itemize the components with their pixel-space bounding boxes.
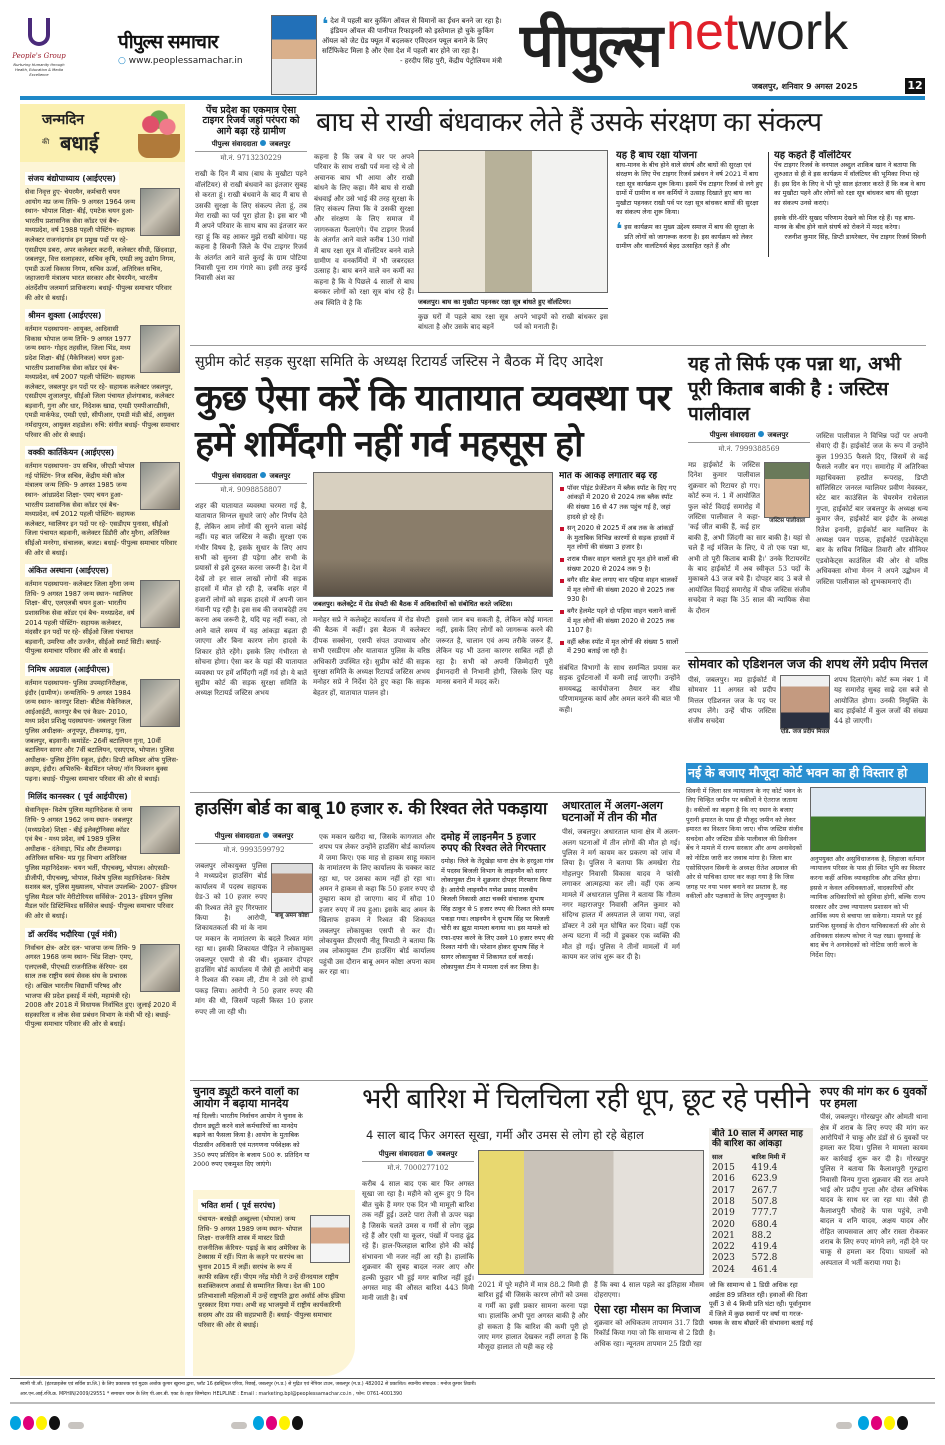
masthead	[520, 2, 928, 80]
minister-photo	[271, 15, 317, 95]
paliwal-headline: यह तो सिर्फ एक पन्ना था, अभी पूरी किताब बाकी है : जस्टिस पालीवाल	[688, 353, 901, 425]
table-row	[712, 1231, 810, 1242]
bhavita-birthday-box	[193, 1190, 355, 1376]
article-body: 2021 में पूरे महीने में मात्र 88.2 मिमी ही बारिश हुई थी जिसके कारण लोगों को उमस व गर्मी का इसी प्रकार सामना करना पड़ा था। हालांकि अभी पूरा अगस्त बाकी है और हो सकता है कि बारिश की कमी पूरी हो जाए मगर हालात देखकर नहीं लगता है कि मौजूदा हालात तो यही कह रहे	[478, 1281, 588, 1352]
mittal-headline: सोमवार को एडिशनल जज की शपथ लेंगे प्रदीप मित्तल	[688, 656, 928, 671]
rainfall-cell: 777.7	[751, 1208, 778, 1219]
birthday-column	[20, 104, 185, 1376]
person-details: वर्तमान पदस्थापना- कलेक्टर जिला मुरैना जन्म तिथि- 9 अगस्त 1987 जन्म स्थान- ग्वालियर शिक्षा- बीए, एलएलबी चयन हुआ- भारतीय प्रशासनिक सेवा कॉडर एवं बैच- मध्यप्रदेश, वर्ष 2014 पहली पोस्टिंग- सहायक कलेक्टर, मंदसौर इन पदों पर रहे- सीईओ जिला पंचायत बड़वानी, उमरिया और उज्जैन, सीईओ स्मार्ट सिटी। बधाई- पीपुल्स समाचार परिवार की ओर से बधाई।	[25, 580, 162, 656]
yellow-dot	[36, 1416, 47, 1430]
year-cell: 2019	[712, 1208, 735, 1219]
dot-icon	[263, 832, 269, 838]
rain-headline: भरी बारिश में चिलचिला रही धूप, छूट रहे पसीने	[362, 1082, 810, 1115]
grey-pill	[231, 1422, 247, 1429]
birthday-person	[25, 166, 180, 303]
person-photo	[140, 806, 180, 854]
peoples-samachar-brand	[118, 28, 268, 66]
magenta-dot	[23, 1416, 34, 1430]
article-body: पीसं, जबलपुर। अधारताल थाना क्षेत्र में अलग-अलग घटनाओं में तीन लोगों की मौत हो गई। पुलिस ने मर्ग कायम कर प्रकरण को जांच में लिया है। पुलिस ने बताया कि अमखेरा रोड गोहलपुर निवासी विकास यादव ने फांसी लगाकर आत्महत्या कर ली। वहीं एक अन्य मामले में अधारताल पुलिस ने बताया कि गौतम नगर महाराजपुर निवासी अनिल कुमार को संदिग्ध हालत में अस्पताल ले जाया गया, जहां डॉक्टर ने उसे मृत घोषित कर दिया। वहीं एक अन्य घटना में नदी में डूबकर एक व्यक्ति की मौत हो गई। पुलिस ने तीनों मामलों में मर्ग कायम कर जांच शुरू कर दी है।	[562, 828, 680, 962]
year-cell: 2024	[712, 1264, 735, 1275]
tiger-scheme-column	[616, 150, 764, 342]
rainfall-cell: 623.9	[751, 1174, 778, 1185]
year-cell: 2022	[712, 1242, 735, 1253]
rainfall-cell: 419.4	[751, 1242, 778, 1253]
logo-icon	[28, 18, 50, 46]
box-title: यह है बाघ रक्षा योजना	[616, 150, 697, 161]
person-photo	[140, 580, 180, 628]
pradeep-mittal-photo	[780, 675, 830, 729]
paper-name: पीपुल्स समाचार	[118, 31, 218, 53]
quote-icon: ❛	[322, 14, 329, 35]
table-row	[712, 1186, 810, 1197]
table-row	[712, 1265, 810, 1276]
tiger-quote-cont	[774, 214, 926, 242]
footer-contact: आर.एन.आई.रजि.क्र. MPHIN/2009/29551 * समाचार चयन के लिए पी.आर.बी. एक्ट के तहत जिम्मेदार। HELPLINE : Email : marketing.bpl@peoplessamachar.co.in , फोन: 0761-4001390	[20, 1392, 403, 1397]
photo-caption: जस्टिस पालीवाल	[769, 518, 805, 524]
person-details: वर्तमान पदस्थापना- उप सचिव, जीएडी भोपाल नई पोस्टिंग- निज सचिव, केंद्रीय मंत्री कोल मंत्रालय जन्म तिथि- 9 अगस्त 1985 जन्म स्थान- आंध्रप्रदेश शिक्षा- एमए चयन हुआ- भारतीय प्रशासनिक सेवा कॉडर एवं बैच- मध्यप्रदेश, वर्ष 2012 पहली पोस्टिंग- सहायक कलेक्टर, ग्वालियर इन पदों पर रहे- एसडीएम पुनासा, सीईओ जिला पंचायत बड़वानी, कलेक्टर डिंडौरी और मुरैना, अतिरिक्त सीईओ मनरेगा, संचालक, बजट। बधाई- पीपुल्स समाचार परिवार की ओर से बधाई।	[25, 462, 177, 557]
volunteer-box	[774, 150, 926, 208]
stats-list	[559, 484, 680, 659]
rain-byline-block	[362, 1150, 474, 1376]
byline-name: पीपुल्स संवाददाता	[214, 832, 261, 840]
quote-author: - हरदीप सिंह पुरी, केंद्रीय पेट्रोलियम मंत्री	[399, 57, 502, 65]
article-body: मप्र हाईकोर्ट के जस्टिस दिनेश कुमार पालीवाल शुक्रवार को रिटायर हो गए। कोर्ट रूम नं. 1 में आयोजित फुल कोर्ट विदाई समारोह में जस्टिस पालीवाल ने कहा- 'कई जीत बाकी हैं, कई हार बाकी हैं, अभी जिंदगी का सार बाकी है। यहां से चले हैं नई मंजिल के लिए, ये तो एक पन्ना था, अभी तो पूरी किताब बाकी है।' उनके रिटायरमेंट के बाद हाईकोर्ट में अब स्वीकृत 53 पदों के मुकाबले 43 जज बचे हैं। दोपहर बाद 3 बजे से आयोजित विदाई समारोह में चीफ जस्टिस संजीव सचदेवा ने कहा कि 35 साल की न्यायिक सेवा के दौरान	[688, 461, 810, 615]
rainfall-cell: 461.4	[751, 1264, 778, 1275]
byline-city: जबलपुर	[436, 1150, 458, 1158]
accused-figure	[271, 863, 313, 921]
pench-article	[195, 106, 307, 342]
article-body: मनोहर सप्रे ने कलेक्ट्रेट कार्यालय में रोड सेफ्टी की बैठक में कहीं। इस बैठक में कलेक्टर दीपक सक्सेना, एसपी संपत उपाध्याय और सभी एसडीएम और यातायात पुलिस के वरिष्ठ अधिकारी उपस्थित रहे। सुप्रीम कोर्ट की सड़क सुरक्षा समिति के अध्यक्ष रिटायर्ड जस्टिस अभय मनोहर सप्रे ने निर्देश देते हुए कहा कि सड़क बेहतर हों, यातायात पालन हो।	[313, 616, 430, 697]
article-body: इससे जान बच सकती है, लेकिन कोई मानता नहीं, इसके लिए लोगों को जागरूक करने की जरूरत है, चालान एवं अन्य तरीके जरूर हैं, लेकिन यह भी उतना कारगर साबित नहीं हो रहा है। सभी को अपनी जिम्मेदारी पूरी ईमानदारी से निभानी होगी, जिसके लिए यह मानस बनाने में मदद करें।	[436, 616, 553, 687]
article-body: जो कि सामान्य से 1 डिग्री अधिक रहा आर्द्रता 89 प्रतिशत रही। हवाओं की दिशा पूर्वी 3 से 4 किमी प्रति घंटा रही। पूर्वानुमान में जिले में कुछ स्थानों पर वर्षा या गरज-चमक के साथ बौछारें की संभावना बताई गई है।	[709, 1281, 813, 1338]
person-details: वर्तमान पदस्थापना- पुलिस उपमहानिरीक्षक, इंदौर (ग्रामीण)। जन्मतिथि- 9 अगस्त 1984 जन्म स्थान- कानपुर शिक्षा- बीटेक मैकेनिकल, आईआईटी, कानपुर बैच एवं कैडर- 2010, मध्य प्रदेश प्रशिक्षु पदस्थापना- जबलपुर जिला पुलिस अधीक्षक- अनूपपुर, टीकमगढ़, गुना, जबलपुर, बड़वानी। कमांडेंट- 26वीं बटालियन गुना, 10वीं बटालियन सागर और 7वीं बटालियन, एसएएफ, भोपाल। पुलिस अधीक्षक- पुलिस ट्रेनिंग स्कूल, इंदौर। डिप्टी कमिश्नर ऑफ पुलिस- क्राइम, इंदौर। अभिरुचि- बैडमिंटन प्लेयर/ नॉन फिक्शन बुक्स पढ़ना। बधाई- पीपुल्स समाचार परिवार की ओर से बधाई।	[25, 678, 179, 783]
court-columns	[686, 787, 928, 1076]
mittal-article	[688, 657, 928, 759]
article-body: शुक्रवार को अधिकतम तापमान 31.7 डिग्री रिकॉर्ड किया गया जो कि सामान्य से 2 डिग्री अधिक रहा। न्यूनतम तापमान 25 डिग्री रहा	[594, 1318, 704, 1348]
grey-pill	[68, 1422, 84, 1429]
photo-caption: बाबू अमन कोष्टा	[274, 913, 310, 919]
flower-basket-icon	[138, 110, 180, 158]
article-body: कहना है कि जब वे घर पर अपने परिवार के साथ राखी पर्व मना रहे थे तो अचानक बाघ भी आया और राखी बांधने के लिए कहा। मैंने बाघ से राखी बंधवाई और उसे भाई की तरह सुरक्षा के लिए संकल्प लिया कि वे उसकी सुरक्षा और संरक्षण के लिए समाज में जागरुकता फैलाएंगे। पेंच टाइगर रिजर्व के अंतर्गत आने वाले करीब 130 गांवों में बाघ रक्षा सूत्र में वॉलंटियर बनने वाले ग्रामीण व वनकर्मियों में भी जबरदस्त उत्साह है। बाघ बनने वाले वन कर्मी का कहना है कि वे पिछले 4 सालों से बाघ बनकर लोगों को रक्षा सूत्र बांध रहे हैं। अब स्थिति ये है कि	[314, 153, 414, 307]
paliwal-article	[688, 352, 928, 648]
rainfall-cell: 507.8	[751, 1196, 778, 1207]
birthday-title-mid: की	[42, 138, 50, 146]
election-article	[193, 1086, 311, 1186]
header-rule	[20, 96, 925, 100]
damoh-article	[441, 832, 555, 1076]
website-link[interactable]	[118, 56, 268, 66]
masthead-net: net	[666, 3, 739, 61]
quote-icon: ❛	[616, 219, 623, 241]
mobile-number: मो.नं. 9713230229	[220, 154, 282, 163]
article-body: हैं कि क्या 4 साल पहले का इतिहास मौसम दोहराएगा।	[594, 1281, 704, 1300]
top-story-headline: बाघ से राखी बंधवाकर लेते हैं उसके संरक्षण का संकल्प	[316, 107, 822, 138]
quote-text: इसके धीरे-धीरे सुखद परिणाम देखने को मिल रहे हैं। यह बाघ-मानव के बीच होने वाले संघर्ष को रोकने में मदद करेगा।	[774, 214, 916, 232]
stat-item: वहीं ब्लैक स्पॉट में मृत लोगों की संख्या 5 सालों में 290 बताई जा रही है।	[559, 638, 680, 657]
table-row	[712, 1220, 810, 1231]
magenta-dot	[266, 1416, 277, 1430]
birthday-person	[25, 784, 180, 921]
year-cell: 2017	[712, 1185, 735, 1196]
byline-name: पीपुल्स संवाददाता	[211, 140, 258, 149]
birthday-title-top: जन्मदिन	[42, 112, 85, 128]
article-body: सिवनी में जिला सत्र न्यायालय के नए कोर्ट भवन के लिए चिन्हित जमीन पर वकीलों ने ऐतराज जताया है। वकीलों का कहना है कि नए स्थान के बजाए पुरानी इमारत के पास ही मौजूद जमीन को लेकर इमारत का विस्तार किया जाए। चीफ जस्टिस संजीव सचदेवा और जस्टिस डीके पालीवाल की डिवीजन बेंच ने मामले में राज्य सरकार और अन्य अनावेदकों को नोटिस जारी कर जवाब मांगा है। जिला बार एसोसिएशन सिवनी के अध्यक्ष रीतेश अग्रवाल की ओर से याचिका दायर कर कहा गया है कि जिस जगह पर नया भवन बनाने का प्रस्ताव है, वह वकीलों और पक्षकारों के लिए अनुपयुक्त है।	[686, 786, 803, 901]
court-building-photo	[810, 787, 926, 852]
rain-subhead: 4 साल बाद फिर अगस्त सूखा, गर्मी और उमस से लोग हो रहे बेहाल	[366, 1128, 644, 1142]
youths-article	[820, 1086, 928, 1376]
tiger-rakhi-photo	[418, 150, 608, 293]
dot-icon	[758, 431, 764, 437]
rainfall-table-box	[709, 1128, 813, 1278]
weather-title: ऐसा रहा मौसम का मिजाज	[594, 1302, 701, 1316]
birthday-person	[25, 440, 180, 558]
box-text: बाघ-मानव के बीच होने वाले संघर्ष और बाघों की सुरक्षा एवं संरक्षण के लिए पेंच टाइगर रिजर्व प्रबंधन ने वर्ष 2021 में बाघ रक्षा सूत्र कार्यक्रम शुरू किया। इसमें पेंच टाइगर रिजर्व से लगे हुए ग्रामों में ग्रामीण व वन कर्मियों ने उत्साह दिखाते हुए बाघ का मुखौटा पहनकर राखी पर्व पर रक्षा सूत्र बांधकर बाघों की सुरक्षा का संकल्प लेना शुरू किया।	[616, 161, 763, 217]
table-row	[712, 1208, 810, 1219]
photo-caption: एडि. जज प्रदीप मित्तल	[780, 728, 830, 735]
magenta-dot	[871, 1416, 882, 1430]
article-body: संबंधित विभागों के साथ समन्वित प्रयास कर सड़क दुर्घटनाओं में कमी लाई जाएगी। उन्होंने समयबद्ध कार्ययोजना तैयार कर शीघ्र परिणाममूलक कार्य और अमल करने की बात भी कही।	[559, 663, 680, 714]
article-headline: पेंच प्रदेश का एकमात्र ऐसा टाइगर रिजर्व जहां परंपरा को आगे बढ़ा रहे ग्रामीण	[202, 105, 300, 137]
article-headline: दमोह में लाइनमैन 5 हजार रुपए की रिश्वत लेते गिरफ्तार	[441, 832, 546, 854]
rain-heat-photo	[478, 1150, 704, 1275]
footer-rule-2	[10, 1402, 935, 1404]
dot-icon	[260, 140, 266, 146]
person-name: अंकित अस्थाना (आईएएस)	[25, 564, 112, 577]
photo-caption: जबलपुर। कलेक्ट्रेट में रोड सेफ्टी की बैठक में अधिकारियों को संबोधित करते जस्टिस।	[313, 597, 553, 611]
byline	[195, 140, 307, 152]
article-body: जस्टिस पालीवाल ने विभिन्न पदों पर अपनी सेवाएं दी हैं। हाईकोर्ट जज के रूप में उन्होंने कुल 19935 फैसले दिए, जिसमें से कई फैसले नजीर बन गए। समारोह में अतिरिक्त महाधिवक्ता हरप्रीत रूपराह, डिप्टी सॉलिसिटर जनरल ग्वालियर प्रवीण नेवस्कर, स्टेट बार काउंसिल के चेयरमेन राधेलाल गुप्ता, हाईकोर्ट बार जबलपुर के अध्यक्ष धन्य कुमार जैन, हाईकोर्ट बार इंदौर के अध्यक्ष रितेश इनानी, हाईकोर्ट बार ग्वालियर के अध्यक्ष पवन पाठक, हाईकोर्ट एडवोकेट्स बार के सचिव निखिल तिवारी और सीनियर एडवोकेट्स काउंसिल की ओर से वरिष्ठ अधिवक्ता शोभा मेनन ने अपने उद्बोधन में जस्टिस पालीवाल को शुभकामनाएं दीं।	[816, 432, 928, 586]
rainfall-cell: 419.4	[751, 1163, 778, 1174]
quote-box	[322, 16, 502, 66]
birthday-header	[20, 104, 185, 162]
mobile-number: मो.नं. 7000277102	[387, 1164, 449, 1172]
masthead-hindi: पीपुल्स	[520, 11, 661, 81]
dot-icon	[260, 472, 266, 478]
person-name: डॉ अरविंद भदौरिया (पूर्व मंत्री)	[25, 928, 120, 941]
justice-paliwal-figure	[764, 462, 810, 526]
rainfall-cell: 680.4	[751, 1219, 778, 1230]
housing-headline: हाउसिंग बोर्ड का बाबू 10 हजार रु. की रिश्वत लेते पकड़ाया	[195, 799, 547, 819]
road-kicker: सुप्रीम कोर्ट सड़क सुरक्षा समिति के अध्यक्ष रिटायर्ड जस्टिस ने बैठक में दिए आदेश	[195, 354, 603, 370]
quote-text: देश में पहली बार कुकिंग ऑयल से विमानों का ईंधन बनने जा रहा है। इंडियन ऑयल की पानीपत रिफाइनरी को इस्तेमाल हो चुके कुकिंग ऑयल को जेट ग्रेड फ्यूल में बदलकर एविएशन फ्यूल बनाने के लिए सर्टिफिकेट मिला है और ऐसा देश में पहली बार होने जा रहा है।	[322, 17, 502, 55]
grey-pill	[836, 1422, 852, 1429]
person-photo	[310, 1215, 350, 1263]
year-cell: 2015	[712, 1163, 735, 1174]
black-dot	[897, 1416, 908, 1430]
stat-item: शराब पीकर वाहन चलाते हुए मृत होने वालों की संख्या 2020 से 2024 तक 9 है।	[559, 555, 680, 574]
court-right-column	[810, 787, 926, 1076]
rainfall-column	[709, 1128, 813, 1376]
person-details: पंचायत- बरखेड़ी अब्दुल्ला (भोपाल) जन्म तिथि- 9 अगस्त 1989 जन्म स्थान- भोपाल शिक्षा- राजनीति शास्त्र में मास्टर डिग्री राजनीतिक कॅरियर- पढ़ाई के बाद अमेरिका के टेक्सास में रहीं। पिता के कहने पर सरपंच का चुनाव 2015 में लड़ीं। सरपंच के रूप में काफी सक्रिय रहीं। पीएम नरेंद्र मोदी ने उन्हें दीनदयाल राष्ट्रीय सशक्तिकरण अवार्ड से सम्मानित किया। देश की 100 प्रतिभाशाली महिलाओं में उन्हें राष्ट्रपति द्वारा अवॉर्ड ऑफ इंडिया पुरस्कार दिया गया। अभी वह भाजयुमो में राष्ट्रीय कार्यकारिणी सदस्य और उप्र की सहप्रभारी हैं। बधाई- पीपुल्स समाचार परिवार की ओर से बधाई।	[198, 1215, 345, 1329]
housing-byline-block	[195, 832, 313, 1076]
tiger-scheme-box	[616, 150, 764, 217]
road-headline: कुछ ऐसा करें कि यातायात व्यवस्था पर हमें शर्मिंदगी नहीं गर्व महसूस हो	[195, 378, 671, 465]
black-dot	[292, 1416, 303, 1430]
article-headline: अधारताल में अलग-अलग घटनाओं में तीन की मौत	[562, 799, 663, 825]
footer-rule	[10, 1378, 935, 1379]
byline-city: जबलपुर	[272, 832, 294, 840]
adhartal-article	[562, 800, 680, 1076]
mobile-number: मो.नं. 7999388569	[718, 445, 780, 453]
person-name: श्रीमन शुक्ला (आईएएस)	[25, 309, 105, 322]
peoples-group-logo	[10, 18, 68, 78]
cyan-dot	[253, 1416, 264, 1430]
box-title: मौत के आंकड़े लगातार बढ़ रहे	[559, 472, 658, 481]
table-row	[712, 1242, 810, 1253]
dot-icon	[427, 1150, 433, 1156]
link-icon: ○	[118, 56, 129, 66]
dateline: जबलपुर, शनिवार 9 अगस्त 2025	[752, 82, 858, 91]
person-name: संजय बंद्योपाध्याय (आईएएस)	[25, 172, 119, 185]
year-cell: 2020	[712, 1219, 735, 1230]
person-photo	[140, 944, 180, 992]
section-rule	[190, 792, 680, 793]
stat-item: पॉवर पॉइंट प्रेजेंटेशन में ब्लैक स्पॉट के दिए गए आंकड़ों में 2020 से 2024 तक ब्लैक स्पॉट की संख्या 16 से 47 तक पहुंच गई है, जहां हादसे हो रहे हैं।	[559, 484, 680, 522]
person-photo	[140, 325, 180, 373]
year-cell: 2016	[712, 1174, 735, 1185]
table-title: बीते 10 साल में अगस्त माह की बारिश का आंकड़ा	[712, 1129, 803, 1149]
article-body: नई दिल्ली। भारतीय निर्वाचन आयोग ने चुनाव के दौरान ड्यूटी करने वाले कर्मचारियों का मानदेय बढ़ाने का फैसला किया है। आयोग के मुताबिक पीठासीन अधिकारी एवं मतगणना पर्यवेक्षक को 350 रुपए प्रतिदिन के बजाय 500 रु. प्रतिदिन या 2000 रुपए एकमुश्त दिए जाएंगे।	[193, 1112, 310, 1169]
birthday-person	[25, 657, 180, 785]
masthead-work: work	[738, 3, 849, 61]
road-meeting-photo	[313, 472, 553, 597]
table-row	[712, 1253, 810, 1264]
byline	[195, 472, 307, 484]
footer-imprint: स्वामी पी.जी. (इंटरप्राइजेस एवं सर्विस प्रा.लि.) के लिए प्रकाशक एवं मुद्रक अशोक कुमार खुराना द्वारा, प्लॉट 16 इंडस्ट्रियल एरिया, रिछाई, जबलपुर (म.प्र.) से मुद्रित एवं नेपियर टाउन, जबलपुर (म.प्र.) 482002 से प्रकाशित। स्थानीय संपादक : मनोज कुमार तिवारी।	[20, 1382, 477, 1387]
pradeep-mittal-figure	[780, 675, 830, 759]
column-header: बारिश मिमी में	[751, 1152, 786, 1161]
road-photo-column	[313, 472, 553, 786]
quote-text: इस कार्यक्रम का मुख्य उद्देश्य समाज में बाघ की सुरक्षा के प्रति लोगों को जागरूक करना है। इस कार्यक्रम को लेकर ग्रामीण और वालंटियर्स बेहद उत्साहित रहते हैं और	[616, 223, 754, 251]
table-header-row	[712, 1152, 810, 1163]
article-body: राखी के दिन मैं बाघ (बाघ के मुखौटा पहने वॉलंटियर) से राखी बंधवाने का इंतजार सुबह से करता हूं। राखी बंधवाने के बाद मैं बाघ से उसकी सुरक्षा के लिए संकल्प लेता हूं, तब मेरा राखी का पर्व पूरा होता है। इस बार भी मैं अपने परिवार के साथ बाघ का इंतजार कर रहा हूं कि वह आकर मुझे राखी बांधेगा। यह कहना है सिवनी जिले के पेंच टाइगर रिजर्व के अंतर्गत आने वाले कुरई के ग्राम पोटिया निवासी पूना राम गंगारे का। इसी तरह कुरई निवासी अंश का	[195, 170, 307, 283]
byline	[362, 1150, 474, 1162]
accused-photo	[271, 863, 313, 913]
article-body: पीसं, जबलपुर। मप्र हाईकोर्ट में सोमवार 11 अगस्त को प्रदीप मित्तल एडिशनल जज के पद पर शपथ लेंगे। उन्हें चीफ जस्टिस संजीव सचदेवा	[688, 675, 776, 726]
byline-name: पीपुल्स संवाददाता	[378, 1150, 425, 1158]
rainfall-cell: 88.2	[751, 1230, 772, 1241]
mobile-number: मो.नं. 9993599792	[223, 846, 285, 854]
registration-marks-right	[830, 1415, 910, 1434]
stat-item: बगैर सीट बेल्ट लगाए चार पहिया वाहन चालकों में मृत लोगों की संख्या 2020 से 2025 तक 930 है।	[559, 576, 680, 605]
stat-item: सन् 2020 से 2025 में अब तक के आंकड़ों के मुताबिक विभिन्न कारणों से सड़क हादसों में मृत लोगों की संख्या 3 हजार है।	[559, 524, 680, 553]
article-body: करीब 4 साल बाद एक बार फिर अगस्त सूखा जा रहा है। महीने को शुरू हुए 9 दिन बीत चुके हैं मगर एक दिन भी मामूली बारिश तक नहीं हुई। उलटे पारा तेजी से ऊपर चढ़ा है जिसके चलते उमस व गर्मी से लोग जूझ रहे हैं और एसी या कूलर, पंखों में पनाह ढूंढ रहे हैं। हाल-फिलहाल बारिश होने की कोई संभावना भी नजर नहीं आ रही है। हालांकि शुक्रवार की सुबह बादल नजर आए और हल्की फुहार भी हुई मगर बारिश नहीं हुई। अगस्त माह की औसत बारिश 443 मिमी मानी जाती है। वर्ष	[362, 1180, 474, 1303]
court-headline: नई के बजाए मौजूदा कोर्ट भवन का ही विस्तार हो	[688, 765, 908, 780]
justice-paliwal-photo	[764, 462, 810, 518]
mobile-number: मो.नं. 9098858807	[220, 486, 282, 494]
person-photo	[140, 679, 180, 727]
table-row	[712, 1174, 810, 1185]
person-details: निर्वाचन क्षेत्र- अटेर दल- भाजपा जन्म तिथि- 9 अगस्त 1968 जन्म स्थान- भिंड शिक्षा- एमए, एलएलबी, पीएचडी राजनीतिक कॅरियर- दस साल तक राष्ट्रीय स्वयं सेवक संघ के प्रचारक रहे। अखिल भारतीय विद्यार्थी परिषद और भाजपा की प्रदेश इकाई में मंत्री, महामंत्री रहे। 2008 और 2018 में विधायक निर्वाचित हुए। जुलाई 2020 में सहकारिता व लोक सेवा प्रबंधन विभाग के मंत्री भी रहे। बधाई- पीपुल्स समाचार परिवार की ओर से बधाई।	[25, 943, 176, 1029]
article-body-wrap	[688, 460, 810, 648]
birthday-person	[25, 303, 180, 440]
person-details: सेवानिवृत्त- विशेष पुलिस महानिदेशक से जन्म तिथि- 9 अगस्त 1962 जन्म स्थान- जबलपुर (मध्यप्रदेश) शिक्षा - बीई इलेक्ट्रॉनिक्स कॉडर एवं बैच - मध्य प्रदेश, वर्ष 1989 पुलिस अधीक्षक - दंतेवाड़ा, भिंड और टीकमगढ़। अतिरिक्त सचिव- मप्र गृह विभाग अतिरिक्त पुलिस महानिदेशक- चयन भर्ती, पीएचक्यू, भोपाल। ओएसडी- डीजीपी, पीएचक्यू, भोपाल, विशेष पुलिस महानिदेशक- विशेष सशस्त्र बल, पुलिस मुख्यालय, भोपाल उपलब्धि- 2007- इंडियन पुलिस मैडल फॉर मेरीटोरियस सर्विसेज- 2013- इंडियन पुलिस मैडल फॉर डिस्टिंग्विश्ड सर्विसेज बधाई- पीपुल्स समाचार परिवार की ओर से बधाई।	[25, 806, 177, 920]
rain-right-col	[594, 1280, 704, 1376]
road-byline-block	[195, 472, 307, 786]
quote-author: रजनीश कुमार सिंह, डिप्टी डायरेक्टर, पेंच टाइगर रिजर्व सिवनी	[784, 232, 926, 241]
byline-city: जबलपुर	[767, 431, 789, 439]
person-name: वक्की कार्तिकेयन (आईएएस)	[25, 446, 117, 459]
registration-marks-left	[10, 1415, 90, 1434]
article-body: जबलपुर लोकायुक्त पुलिस ने मध्यप्रदेश हाउसिंग बोर्ड कार्यालय में पदस्थ सहायक ग्रेड-3 को 10 हजार रुपए की रिश्वत लेते हुए गिरफ्तार किया है। आरोपी, शिकायतकर्ता की मां के नाम पर मकान के नामांतरण के बदले रिश्वत मांग रहा था। इसकी शिकायत पीड़ित ने लोकायुक्त जबलपुर एसपी से की थी। शुक्रवार दोपहर हाउसिंग बोर्ड कार्यालय में जैसे ही आरोपी बाबू ने रिश्वत की रकम ली, टीम ने उसे रंगे हाथों पकड़ लिया। आरोपी ने 50 हजार रुपए की मांग की थी, जिसमें पहली किस्त 10 हजार रुपए ली जा रही थी।	[195, 862, 313, 1016]
article-headline: चुनाव ड्यूटी करने वालों का आयोग ने बढ़ाया मानदेय	[193, 1086, 299, 1111]
article-body: कुछ घरों में पहले बाघ रक्षा सूत्र बांधता है और उसके बाद बहनें	[418, 313, 508, 332]
person-name: मिलिंद कानस्कर ( पूर्व आईपीएस)	[25, 790, 131, 803]
person-details: वर्तमान पदस्थापना- आयुक्त, आदिवासी विकास भोपाल जन्म तिथि- 9 अगस्त 1977 जन्म स्थान- गोहद तहसील, जिला भिंड, मध्य प्रदेश शिक्षा- बीई (मैकेनिकल) चयन हुआ- भारतीय प्रशासनिक सेवा कॉडर एवं बैच- मध्यप्रदेश, वर्ष 2007 पहली पोस्टिंग- सहायक कलेक्टर, जबलपुर इन पदों पर रहे- सहायक कलेक्टर जबलपुर, एसडीएम शुजालपुर, सीईओ जिला पंचायत होशंगाबाद, कलेक्टर बड़वानी, गुना और धार, निदेशक खाद्य, एमडी एमपीआरडीसी, एमडी मार्कफेड, एमडी एग्रो, सीपीआर, एमडी मंडी बोर्ड, आयुक्त नर्मदापुरम, आयुक्त शहडोल। रुचि: संगीत बधाई- पीपुल्स समाचार परिवार की ओर से बधाई।	[25, 325, 180, 439]
box-title: यह कहते हैं वॉलंटियर	[774, 150, 851, 161]
paliwal-columns	[688, 431, 928, 648]
yellow-dot	[884, 1416, 895, 1430]
byline-city: जबलपुर	[269, 140, 291, 149]
column-divider	[768, 152, 769, 257]
birthday-title-main: बधाई	[60, 131, 99, 155]
byline	[688, 431, 810, 443]
article-body: शपथ दिलाएंगे। कोर्ट रूम नंबर 1 में यह समारोह सुबह साढ़े दस बजे से आयोजित होगा। उनकी नियुक्ति के बाद हाईकोर्ट में कुल जजों की संख्या 44 हो जाएगी।	[834, 675, 928, 726]
article-body: शहर की यातायात व्यवस्था चरमरा गई है, यातायात सिग्नल सुधारे जाएं और निर्णय देते हैं, लेकिन आम लोगों की सुनने वाला कोई नहीं। यह बात जस्टिस ने कही। सुरक्षा एक गंभीर विषय है, इसके सुधार के लिए आप सभी को सुनना ही पड़ेगा और सभी के प्रयासों से इसे दुरुस्त करना जरूरी है। देश में देखें तो हर साल लाखों लोगों की सड़क हादसों में मौत हो रही है, जबकि शहर में हजारों लोगों को सड़क हादसे में अपनी जान गंवानी पड़ रही है। इस सब की जवाबदेही तय करना अब जरूरी है, यदि यह नहीं रुका, तो आने वाले समय में यह आंकड़ा बढ़ता ही जाएगा और बिना कारण लोग हादसे के शिकार होते रहेंगे। इसके लिए गंभीरता से सोचना होगा। ऐसा कर के यहां की यातायात व्यवस्था पर हमें शर्मिंदगी नहीं गर्व हो। ये बातें सुप्रीम कोर्ट की सड़क सुरक्षा समिति के अध्यक्ष रिटायर्ड जस्टिस अभय	[195, 502, 307, 698]
year-cell: 2023	[712, 1253, 735, 1264]
death-stats-box	[559, 472, 680, 786]
person-photo	[140, 188, 180, 236]
byline	[195, 832, 313, 844]
stat-item: बगैर हेलमेट पहने दो पहिया वाहन चलाने वालों में मृत लोगों की संख्या 2020 से 2025 तक 1107 है।	[559, 607, 680, 636]
page-number: 12	[905, 78, 925, 94]
section-rule	[685, 652, 928, 653]
birthday-person	[25, 922, 180, 1030]
article-headline: रुपए की मांग कर 6 युवकों पर हमला	[820, 1085, 927, 1111]
article-body: अनुपयुक्त और असुविधाजनक है, लिहाजा वर्तमान न्यायालय परिसर के पास ही स्थित भूमि का विस्तार करना कहीं अधिक व्यावहारिक और उचित होगा। इससे न केवल अधिवक्ताओं, वादकारियों और न्यायिक अधिकारियों को सुविधा होगी, बल्कि राज्य सरकार और उच्च न्यायालय प्रशासन को भी आर्थिक व्यय से बचाया जा सकेगा। मामले पर हुई प्रारंभिक सुनवाई के दौरान याचिकाकर्ता की ओर से अधिवक्ता संकल्प कोचर ने पक्ष रखा। सुनवाई के बाद बेंच ने अनावेदकों को नोटिस जारी करने के निर्देश दिए।	[810, 854, 926, 959]
road-body-columns	[313, 615, 553, 786]
group-tagline: Nurturing Humanity through Health, Education & Media Excellence	[13, 63, 65, 77]
article-body: अपने भाइयों को राखी बांधकर इस पर्व को मनाती हैं।	[514, 313, 608, 332]
paliwal-left-column	[688, 431, 810, 648]
group-name: People's Group	[12, 52, 66, 60]
person-name: भवित शर्मा ( पूर्व सरपंच)	[198, 1199, 279, 1212]
year-cell: 2021	[712, 1230, 735, 1241]
black-dot	[49, 1416, 60, 1430]
rainfall-table	[712, 1152, 810, 1276]
cyan-dot	[10, 1416, 21, 1430]
yellow-dot	[279, 1416, 290, 1430]
article-body: दमोह। जिले के तेंदूखेड़ा थाना क्षेत्र के हरदुआ गांव में पदस्थ बिजली विभाग के लाइनमैन को सागर लोकायुक्त टीम ने शुक्रवार दोपहर गिरफ्तार किया है। आरोपी लाइनमैन गणेश प्रसाद मालवीय बिजली निकासी आटा चक्की संचालक सुभाष सिंह ठाकुर से 5 हजार रुपए की रिश्वत लेते समय पकड़ा गया। लाइनमैन ने सुभाष सिंह पर बिजली चोरी का झूठा मामला बनाया था। इस मामले को रफा-दफा करने के लिए उसने 10 हजार रुपए की रिश्वत मांगी थी। परेशान होकर सुभाष सिंह ने सागर लोकायुक्त में शिकायत दर्ज कराई। लोकायुक्त टीम ने मामला दर्ज कर लिया है।	[441, 857, 554, 971]
byline-name: पीपुल्स संवाददाता	[709, 431, 756, 439]
road-columns	[195, 472, 680, 786]
court-article	[686, 763, 928, 1076]
person-details: सेवा निवृत्त हुए- चेयरमैन, कर्मचारी चयन आयोग मप्र जन्म तिथि- 9 अगस्त 1964 जन्म स्थान- भोपाल शिक्षा- बीई, एमटेक चयन हुआ- भारतीय प्रशासनिक सेवा कॉडर एवं बैच- मध्यप्रदेश, वर्ष 1988 पहली पोस्टिंग- सहायक कलेक्टर राजनांदगांव इन प्रमुख पदों पर रहे- एसडीएम डबरा, अपर कलेक्टर कटनी, कलेक्टर सीधी, छिंदवाड़ा, जबलपुर, वित्त सलाहकार, सचिव कृषि, एमडी लघु उद्योग निगम, एमडी ऊर्जा विकास निगम, सचिव ऊर्जा, अतिरिक्त सचिव, जहाजरानी मंत्रालय भारत सरकार और चेयरमैन, भारतीय अंतर्देशीय जलमार्ग प्राधिकरण। बधाई- पीपुल्स समाचार परिवार की ओर से बधाई।	[25, 188, 177, 302]
volunteer-column	[774, 150, 926, 342]
mittal-columns	[688, 675, 928, 759]
byline-name: पीपुल्स संवाददाता	[211, 472, 258, 480]
year-cell: 2018	[712, 1196, 735, 1207]
person-name: निमिष अग्रवाल (आईपीएस)	[25, 663, 113, 676]
website-text: www.peoplessamachar.in	[128, 56, 243, 66]
article-body-wrap	[195, 861, 313, 1076]
article-body: पीसं, जबलपुर। गोरखपुर और ओमती थाना क्षेत्र में शराब के लिए रुपए की मांग कर आरोपियों ने चाकू और डंडों से 6 युवकों पर हमला कर दिया। पुलिस ने मामला कायम कर कार्रवाई शुरू कर दी है। गोरखपुर पुलिस ने बताया कि कैलाशपुरी गुरुद्वारा निवासी विनय गुप्ता शुक्रवार की रात अपने भाई ओर प्रदीप गुप्ता और दोस्त अभिषेक यादव के साथ घर जा रहा था। जैसे ही कैलाशपुरी चौराहे के पास पहुंचे, तभी बादल व शनि यादव, अक्षय यादव और रोहित जायसवाल आए और रास्ता रोककर शराब के लिए रुपए मांगने लगे, नहीं देने पर चाकू से हमला कर दिया। घायलों को अस्पताल में भर्ती कराया गया है।	[820, 1113, 928, 1267]
section-rule	[190, 1080, 928, 1081]
court-headline-bar	[686, 763, 928, 783]
section-rule	[190, 345, 926, 346]
table-row	[712, 1197, 810, 1208]
rainfall-cell: 572.8	[751, 1253, 778, 1264]
byline-city: जबलपुर	[269, 472, 291, 480]
table-row	[712, 1163, 810, 1174]
cyan-dot	[858, 1416, 869, 1430]
tiger-quote	[616, 219, 764, 251]
person-photo	[140, 462, 180, 510]
column-header: साल	[712, 1152, 723, 1161]
box-text: पेंच टाइगर रिजर्व के वनपाल अब्दुल शाकिब खान ने बताया कि शुरुआत से ही वे इस कार्यक्रम में वॉलंटियर की भूमिका निभा रहे हैं। इस दिन के लिए वे भी पूरे साल इंतजार करते हैं कि कब वे बाघ का मुखौटा पहने और लोगों को रक्षा सूत्र बांधकर बाघ की सुरक्षा का संकल्प उनसे कराएं।	[774, 161, 926, 207]
birthday-person	[25, 558, 180, 657]
photo-caption: जबलपुर। बाघ का मुखौटा पहनकर रक्षा सूत्र बांधते हुए वॉलंटियर।	[418, 295, 608, 309]
road-safety-article	[195, 352, 680, 786]
rainfall-cell: 267.7	[751, 1185, 778, 1196]
article-body: एक मकान खरीदा था, जिसके कागजात और शपथ पत्र लेकर उन्होंने हाउसिंग बोर्ड कार्यालय में जमा किए। एक माह से हाकम साहू मकान के नामांतरण के लिए कार्यालय के चक्कर काट रहा था, पर उसका काम नहीं हो रहा था। अमन ने हाकम से कहा कि 50 हजार रुपए दो तुम्हारा काम हो जाएगा। बाद में सौदा 10 हजार रुपए में तय हुआ। इसके बाद अमन के खिलाफ हाकम ने रिश्वत की शिकायत जबलपुर लोकायुक्त एसपी से कर दी। लोकायुक्त डीएसपी नीतू त्रिपाठी ने बताया कि जब लोकायुक्त टीम हाउसिंग बोर्ड कार्यालय पहुंची उस दौरान बाबू अमन कोष्टा अपना काम कर रहा था।	[319, 833, 435, 977]
registration-marks-center	[225, 1415, 305, 1434]
